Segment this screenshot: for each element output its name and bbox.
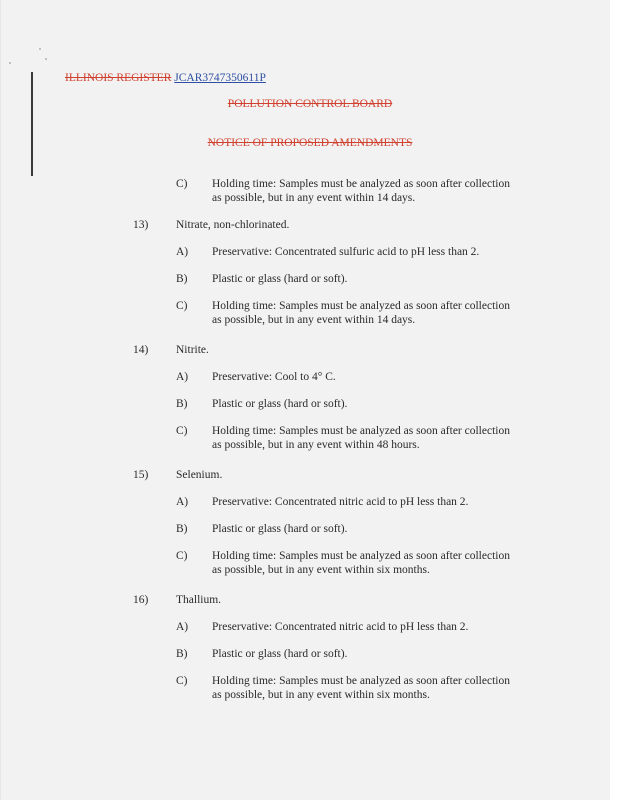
- sub-item-text: [212, 299, 542, 327]
- sub-item-letter: B): [176, 523, 188, 535]
- sub-item-text: [212, 522, 542, 536]
- sub-item-text: [212, 245, 542, 259]
- sub-item-line: as possible, but in any event within 14 days.: [212, 192, 416, 204]
- sub-item-letter: C): [176, 675, 188, 687]
- section-number: 14): [133, 344, 149, 356]
- sub-item-line: as possible, but in any event within six months.: [212, 564, 430, 576]
- sub-item-line: Preservative: Concentrated sulfuric acid to pH less than 2.: [212, 246, 480, 258]
- section-number: 16): [133, 594, 149, 606]
- sub-item-line: Holding time: Samples must be analyzed as soon after collection: [212, 425, 510, 437]
- sub-item-letter: A): [176, 246, 189, 258]
- scan-speck: [9, 62, 11, 64]
- board-title: [1, 98, 618, 110]
- sub-item-text: [212, 424, 542, 452]
- notice-title: [1, 137, 618, 149]
- sub-item-letter: C): [176, 178, 188, 190]
- sub-item-letter: B): [176, 398, 188, 410]
- sub-item-line: Holding time: Samples must be analyzed as soon after collection: [212, 675, 510, 687]
- sub-item-letter: A): [176, 371, 189, 383]
- sub-item-line: as possible, but in any event within 14 days.: [212, 314, 416, 326]
- notice-title-text: NOTICE OF PROPOSED AMENDMENTS: [207, 137, 413, 149]
- sub-item-text: [212, 397, 542, 411]
- section-title: Nitrite.: [176, 344, 209, 356]
- sub-item-line: Preservative: Cool to 4° C.: [212, 371, 336, 383]
- sub-item-letter: B): [176, 648, 188, 660]
- sub-item-line: Plastic or glass (hard or soft).: [212, 398, 348, 410]
- sub-item-text: [212, 674, 542, 702]
- sub-item-letter: C): [176, 425, 188, 437]
- sub-item-line: Plastic or glass (hard or soft).: [212, 648, 348, 660]
- section-title: Selenium.: [176, 469, 223, 481]
- section-number: 15): [133, 469, 149, 481]
- sub-item-line: as possible, but in any event within 48 hours.: [212, 439, 420, 451]
- register-struck-text: ILLINOIS REGISTER: [65, 72, 172, 84]
- sub-item-text: [212, 177, 542, 205]
- section-title: Nitrate, non-chlorinated.: [176, 219, 290, 231]
- register-header: [65, 72, 266, 84]
- sub-item-letter: B): [176, 273, 188, 285]
- sub-item-line: Holding time: Samples must be analyzed as soon after collection: [212, 178, 510, 190]
- section-title: Thallium.: [176, 594, 222, 606]
- scan-speck: [45, 58, 47, 60]
- section-number: 13): [133, 219, 149, 231]
- sub-item-letter: A): [176, 496, 189, 508]
- sub-item-line: Preservative: Concentrated nitric acid to pH less than 2.: [212, 621, 469, 633]
- sub-item-text: [212, 549, 542, 577]
- board-title-text: POLLUTION CONTROL BOARD: [227, 98, 393, 110]
- sub-item-line: Plastic or glass (hard or soft).: [212, 273, 348, 285]
- sub-item-text: [212, 370, 542, 384]
- sub-item-text: [212, 495, 542, 509]
- sub-item-text: [212, 620, 542, 634]
- sub-item-letter: A): [176, 621, 189, 633]
- sub-item-letter: C): [176, 550, 188, 562]
- revision-margin-bar: [31, 72, 33, 176]
- sub-item-letter: C): [176, 300, 188, 312]
- sub-item-text: [212, 272, 542, 286]
- scan-speck: [39, 48, 41, 50]
- sub-item-line: Plastic or glass (hard or soft).: [212, 523, 348, 535]
- register-code: JCAR3747350611P: [174, 72, 266, 84]
- sub-item-line: Preservative: Concentrated nitric acid to pH less than 2.: [212, 496, 469, 508]
- sub-item-line: Holding time: Samples must be analyzed as soon after collection: [212, 550, 510, 562]
- sub-item-text: [212, 647, 542, 661]
- sub-item-line: Holding time: Samples must be analyzed as soon after collection: [212, 300, 510, 312]
- sub-item-line: as possible, but in any event within six months.: [212, 689, 430, 701]
